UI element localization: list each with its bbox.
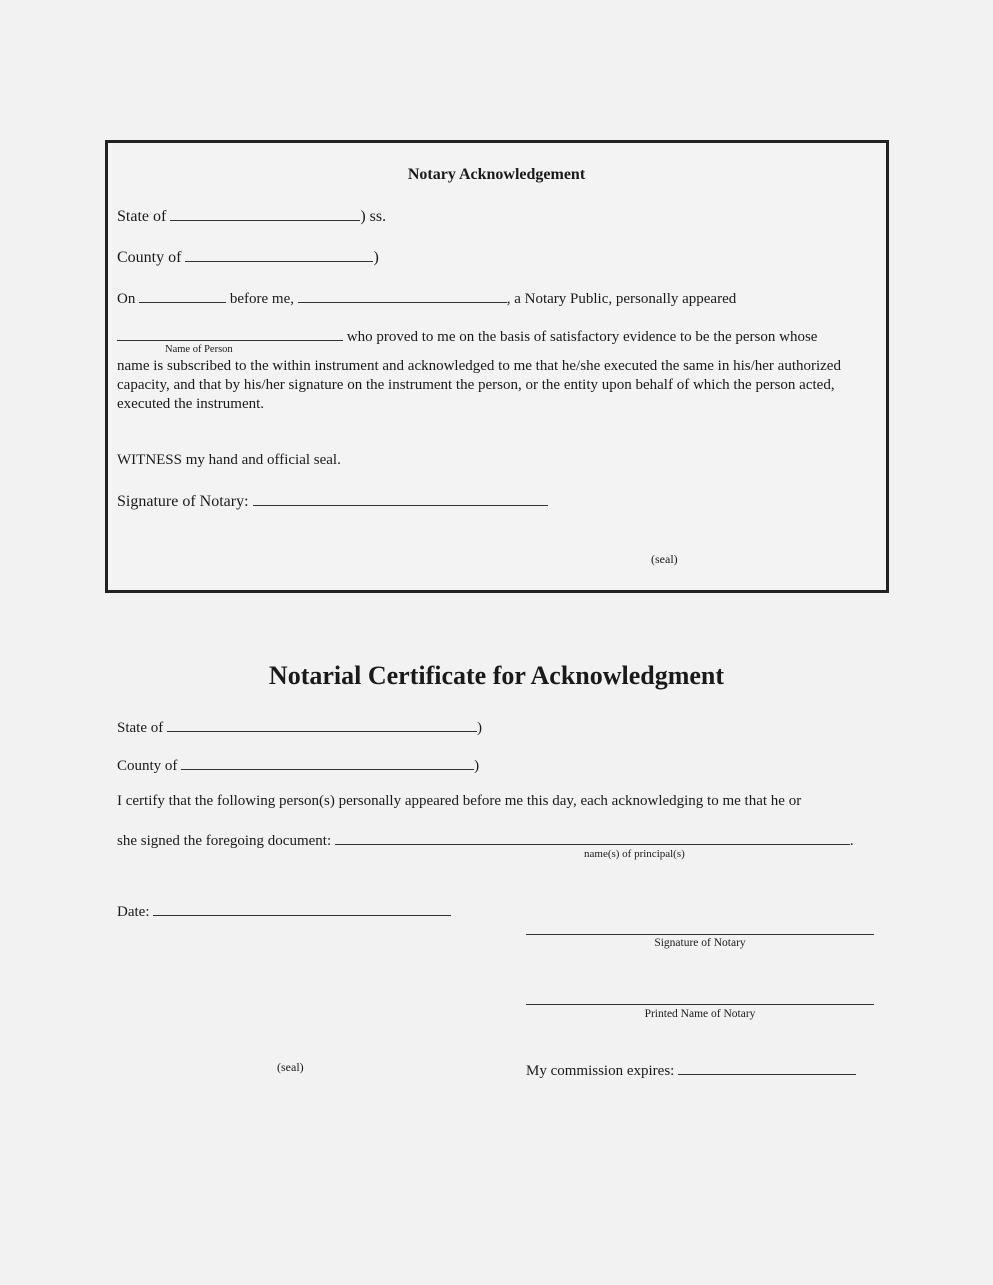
cert-commission-label: My commission expires: (526, 1063, 675, 1079)
ack-seal: (seal) (651, 552, 678, 566)
ack-county-suffix: ) (373, 249, 379, 266)
ack-on-label: On (117, 291, 136, 307)
ack-county-row (117, 247, 379, 268)
cert-certify-line2-row (117, 830, 854, 851)
cert-county-blank[interactable] (181, 755, 474, 770)
ack-paragraph: name is subscribed to the within instrument and acknowledged to me that he/she executed the same in his/her authorized capacity, and that by his/her signature on the instrument the person, or the entity upon behalf of which the person acted, executed the instrument. (117, 358, 841, 412)
ack-signature-row (117, 491, 548, 512)
ack-on-row (117, 288, 736, 309)
ack-name-of-person-caption: Name of Person (165, 344, 233, 355)
ack-state-label: State of (117, 208, 167, 225)
ack-state-blank[interactable] (170, 206, 360, 221)
cert-commission-row (526, 1060, 856, 1081)
ack-county-blank[interactable] (185, 247, 373, 262)
cert-county-paren: ) (474, 758, 480, 774)
cert-period: . (849, 833, 854, 849)
cert-state-row (117, 717, 482, 738)
cert-date-row (117, 901, 451, 922)
cert-commission-blank[interactable] (678, 1060, 856, 1075)
ack-signature-label: Signature of Notary: (117, 493, 249, 510)
ack-who-proved: who proved to me on the basis of satisfactory evidence to be the person whose (346, 329, 818, 345)
cert-printed-name-line[interactable] (526, 1004, 874, 1005)
cert-county-row (117, 755, 479, 776)
cert-certify-line1: I certify that the following person(s) personally appeared before me this day, each acknowledging to me that he or (117, 793, 802, 809)
ack-person-blank[interactable] (117, 326, 343, 341)
cert-signature-caption: Signature of Notary (654, 937, 746, 949)
cert-county-label: County of (117, 758, 178, 774)
cert-printed-name-caption: Printed Name of Notary (644, 1008, 756, 1020)
ack-date-blank[interactable] (139, 288, 226, 303)
cert-state-blank[interactable] (167, 717, 477, 732)
cert-title: Notarial Certificate for Acknowledgment (268, 661, 725, 690)
cert-state-label: State of (117, 720, 164, 736)
cert-date-blank[interactable] (153, 901, 451, 916)
cert-signature-line[interactable] (526, 934, 874, 935)
ack-signature-blank[interactable] (253, 491, 548, 506)
cert-state-paren: ) (477, 720, 482, 736)
ack-title: Notary Acknowledgement (407, 166, 586, 183)
ack-state-row (117, 206, 386, 227)
cert-seal: (seal) (277, 1060, 304, 1074)
cert-date-label: Date: (117, 904, 150, 920)
cert-certify-line2: she signed the foregoing document: (117, 833, 332, 849)
ack-witness: WITNESS my hand and official seal. (117, 452, 341, 468)
ack-notary-public: , a Notary Public, personally appeared (506, 291, 737, 307)
ack-before-me: before me, (229, 291, 294, 307)
ack-notary-name-blank[interactable] (298, 288, 507, 303)
cert-principals-blank[interactable] (335, 830, 850, 845)
ack-county-label: County of (117, 249, 182, 266)
cert-principals-caption: name(s) of principal(s) (584, 848, 685, 860)
ack-state-suffix: ) ss. (360, 208, 387, 225)
